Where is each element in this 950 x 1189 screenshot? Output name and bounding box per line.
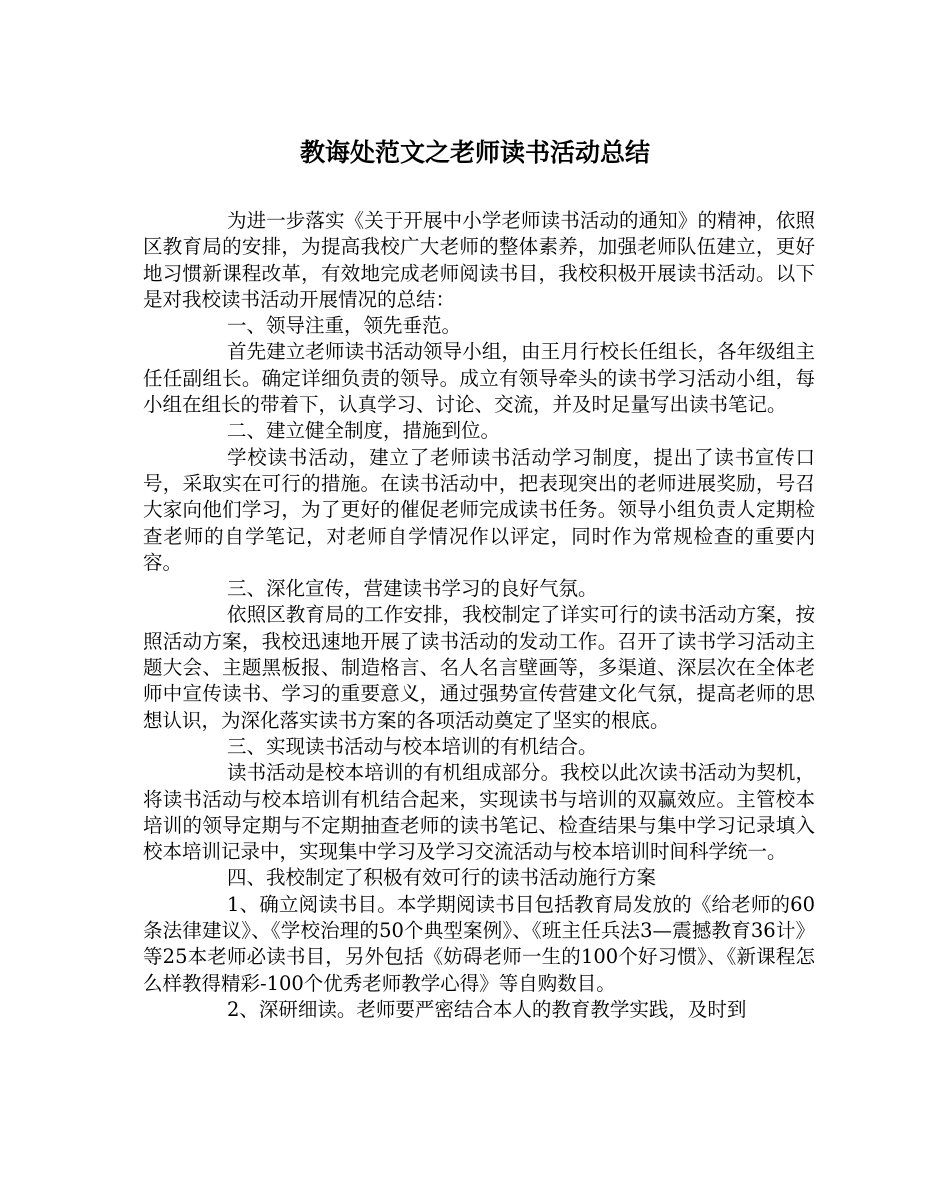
paragraph-intro: 为进一步落实《关于开展中小学老师读书活动的通知》的精神，依照区教育局的安排，为提高我校广大老师的整体素养，加强老师队伍建立，更好地习惯新课程改革，有效地完成老师阅读书目，我校积极开展读书活动。以下是对我校读书活动开展情况的总结： [143, 209, 815, 311]
section-heading-3b: 三、实现读书活动与校本培训的有机结合。 [227, 734, 598, 758]
section-heading-1: 一、领导注重，领先垂范。 [227, 314, 462, 338]
paragraph-item-1: 1、确立阅读书目。本学期阅读书目包括教育局发放的《给老师的60条法律建议》、《学校治理的50个典型案例》、《班主任兵法3—震撼教育36计》等25本老师必读书目，另外包括《妨碍老师一生的100个好习惯》、《新课程怎么样教得精彩-100个优秀老师教学心得》等自购数目。 [143, 892, 815, 995]
document-body [143, 208, 815, 1023]
paragraph-section-3b: 读书活动是校本培训的有机组成部分。我校以此次读书活动为契机，将读书活动与校本培训有机结合起来，实现读书与培训的双赢效应。主管校本培训的领导定期与不定期抽查老师的读书笔记、检查结果与集中学习记录填入校本培训记录中，实现集中学习及学习交流活动与校本培训时间科学统一。 [143, 761, 815, 864]
section-heading-3: 三、深化宣传，营建读书学习的良好气氛。 [227, 577, 598, 601]
paragraph-section-3: 依照区教育局的工作安排，我校制定了详实可行的读书活动方案，按照活动方案，我校迅速地开展了读书活动的发动工作。召开了读书学习活动主题大会、主题黑板报、制造格言、名人名言壁画等，多渠道、深层次在全体老师中宣传读书、学习的重要意义，通过强势宣传营建文化气氛，提高老师的思想认识，为深化落实读书方案的各项活动奠定了坚实的根底。 [143, 603, 815, 732]
section-heading-2: 二、建立健全制度，措施到位。 [227, 419, 501, 443]
section-heading-4: 四、我校制定了积极有效可行的读书活动施行方案 [227, 866, 657, 890]
document-title: 教诲处范文之老师读书活动总结 [299, 138, 650, 167]
paragraph-section-2: 学校读书活动，建立了老师读书活动学习制度，提出了读书宣传口号，采取实在可行的措施。在读书活动中，把表现突出的老师进展奖励，号召大家向他们学习，为了更好的催促老师完成读书任务。领导小组负责人定期检查老师的自学笔记，对老师自学情况作以评定，同时作为常规检查的重要内容。 [143, 445, 815, 574]
paragraph-section-1: 首先建立老师读书活动领导小组，由王月行校长任组长，各年级组主任任副组长。确定详细负责的领导。成立有领导牵头的读书学习活动小组，每小组在组长的带着下，认真学习、讨论、交流，并及时足量写出读书笔记。 [143, 340, 815, 417]
paragraph-item-2: 2、深研细读。老师要严密结合本人的教育教学实践，及时到 [227, 997, 747, 1021]
